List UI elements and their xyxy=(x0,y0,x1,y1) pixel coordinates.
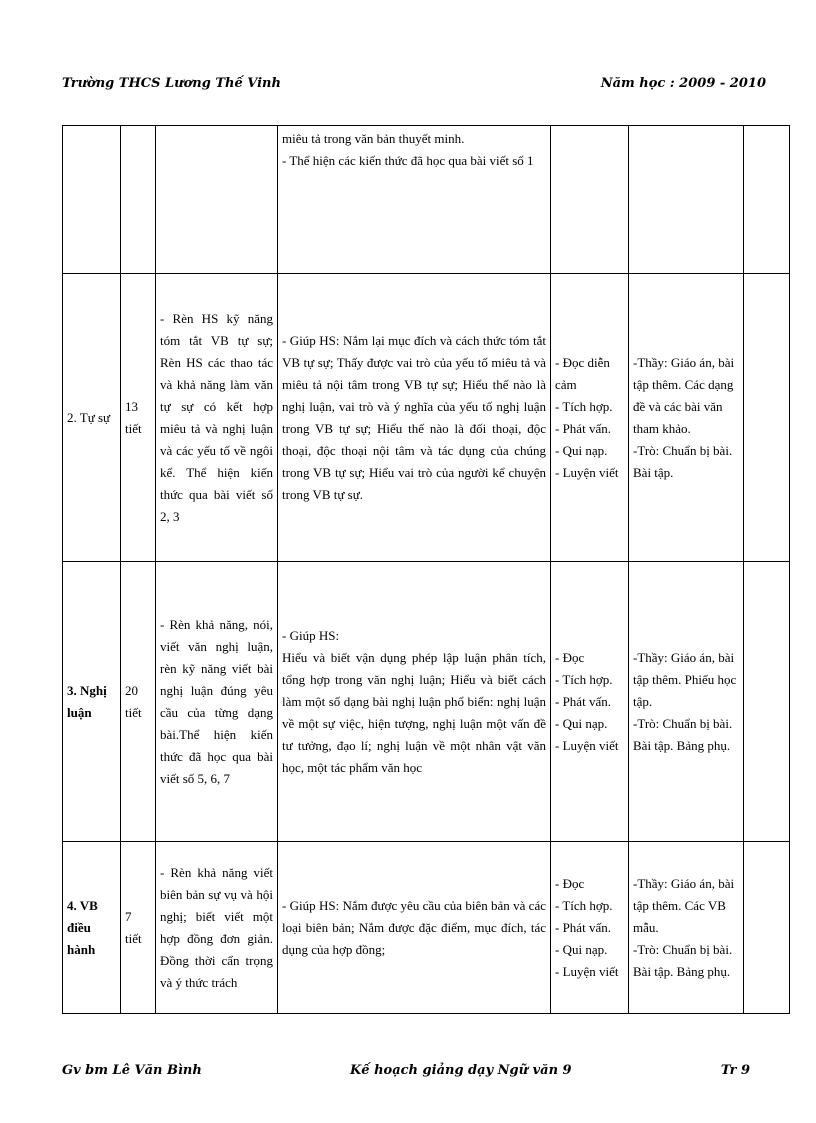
notes-cell xyxy=(744,842,790,1014)
topic-cell xyxy=(63,126,121,274)
notes-cell xyxy=(744,126,790,274)
skills-cell xyxy=(156,126,278,274)
table-row xyxy=(63,562,790,842)
method-item: - Luyện viết xyxy=(555,963,619,979)
prep-teacher: -Thầy: Giáo án, bài tập thêm. Phiếu học tập. xyxy=(633,649,737,709)
periods-cell xyxy=(121,126,156,274)
prep-cell xyxy=(629,842,744,1014)
method-item: - Đọc xyxy=(555,649,585,665)
content-line: - Giúp HS: xyxy=(282,627,340,643)
method-item: - Tích hợp. xyxy=(555,897,613,913)
footer-teacher: Gv bm Lê Văn Bình xyxy=(62,1063,202,1078)
teaching-plan-table xyxy=(62,125,790,1014)
prep-student: -Trò: Chuẩn bị bài. Bài tập. Bảng phụ. xyxy=(633,941,733,979)
table-row xyxy=(63,842,790,1014)
method-item: - Luyện viết xyxy=(555,464,619,480)
notes-cell xyxy=(744,562,790,842)
topic-cell: 3. Nghị luận xyxy=(63,562,121,842)
method-item: - Luyện viết xyxy=(555,737,619,753)
methods-cell xyxy=(551,562,629,842)
method-item: - Tích hợp. xyxy=(555,398,613,414)
prep-cell xyxy=(629,274,744,562)
header-school: Trường THCS Lương Thế Vinh xyxy=(62,76,281,91)
method-item: - Đọc diễn cảm xyxy=(555,354,610,392)
methods-cell xyxy=(551,842,629,1014)
methods-cell xyxy=(551,274,629,562)
content-cell xyxy=(278,562,551,842)
topic-cell: 4. VB điều hành xyxy=(63,842,121,1014)
table-row xyxy=(63,126,790,274)
content-line: - Thể hiện các kiến thức đã học qua bài viết số 1 xyxy=(282,153,534,168)
table-row xyxy=(63,274,790,562)
skills-cell: - Rèn khả năng, nói, viết văn nghị luận, rèn kỹ năng viết bài nghị luận đúng yêu cầu của từng dạng bài.Thể hiện kiến thức đã học qua bài viết số 5, 6, 7 xyxy=(156,562,278,842)
method-item: - Qui nạp. xyxy=(555,442,608,458)
content-line: miêu tả trong văn bản thuyết minh. xyxy=(282,131,465,146)
prep-student: -Trò: Chuẩn bị bài. Bài tập. xyxy=(633,442,733,480)
method-item: - Qui nạp. xyxy=(555,715,608,731)
skills-cell: - Rèn khả năng viết biên bản sự vụ và hội nghị; biết viết một hợp đồng đơn giản. Đồng thời cẩn trọng và ý thức trách xyxy=(156,842,278,1014)
periods-cell: 7 tiết xyxy=(121,842,156,1014)
method-item: - Phát vấn. xyxy=(555,919,611,935)
content-cell: - Giúp HS: Nắm lại mục đích và cách thức tóm tắt VB tự sự; Thấy được vai trò của yếu tố miêu tả và miêu tả nội tâm trong VB tự sự; Hiểu thế nào là nghị luận, vai trò và ý nghĩa của yếu tố nghị luận trong VB tự sự; Hiểu thế nào là đối thoại, độc thoại, độc thoại nội tâm và tác dụng của chúng trong VB tự sự; Hiểu vai trò của người kể chuyện trong VB tự sự. xyxy=(278,274,551,562)
content-line: Hiểu và biết vận dụng phép lập luận phân tích, tổng hợp trong văn nghị luận; Hiểu và biết cách làm một số dạng bài nghị luận phổ biến: nghị luận về một sự việc, hiện tượng, nghị luận một vấn đề tư tưởng, đạo lí; nghị luận về một nhân vật văn học, một tác phẩm văn học xyxy=(282,649,546,775)
prep-cell xyxy=(629,126,744,274)
footer-document-title: Kế hoạch giảng dạy Ngữ văn 9 xyxy=(350,1063,572,1078)
method-item: - Phát vấn. xyxy=(555,693,611,709)
topic-cell: 2. Tự sự xyxy=(63,274,121,562)
method-item: - Tích hợp. xyxy=(555,671,613,687)
prep-student: -Trò: Chuẩn bị bài. Bài tập. Bảng phụ. xyxy=(633,715,733,753)
prep-cell xyxy=(629,562,744,842)
content-cell xyxy=(278,126,551,274)
periods-cell: 13 tiết xyxy=(121,274,156,562)
method-item: - Phát vấn. xyxy=(555,420,611,436)
header-school-year: Năm học : 2009 - 2010 xyxy=(600,76,766,91)
notes-cell xyxy=(744,274,790,562)
method-item: - Đọc xyxy=(555,875,585,891)
periods-cell: 20 tiết xyxy=(121,562,156,842)
prep-teacher: -Thầy: Giáo án, bài tập thêm. Các VB mẫu. xyxy=(633,875,735,935)
skills-cell: - Rèn HS kỹ năng tóm tắt VB tự sự; Rèn HS các thao tác và khả năng làm văn tự sự có kết hợp miêu tả và nghị luận và các yếu tố về ngôi kể. Thể hiện kiến thức qua bài viết số 2, 3 xyxy=(156,274,278,562)
footer-page-number: Tr 9 xyxy=(720,1063,750,1078)
content-cell: - Giúp HS: Nắm được yêu cầu của biên bản và các loại biên bản; Nắm được đặc điểm, mục đích, tác dụng của hợp đồng; xyxy=(278,842,551,1014)
method-item: - Qui nạp. xyxy=(555,941,608,957)
prep-teacher: -Thầy: Giáo án, bài tập thêm. Các dạng đề và các bài văn tham khảo. xyxy=(633,354,735,436)
methods-cell xyxy=(551,126,629,274)
